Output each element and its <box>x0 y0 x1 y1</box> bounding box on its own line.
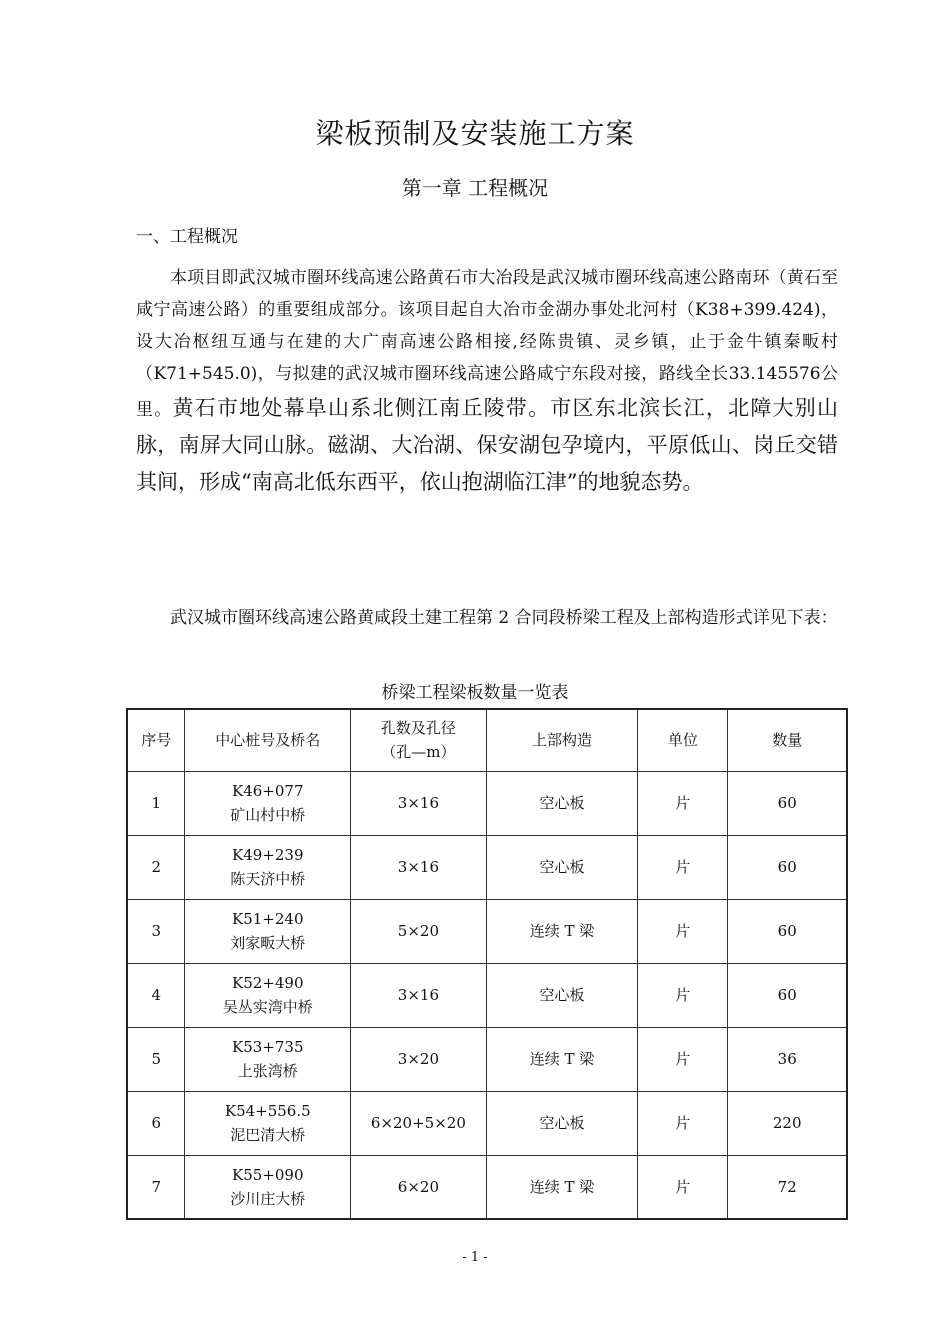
cell-no: 4 <box>127 963 185 1027</box>
cell-bridge: 吴丛实湾中桥 <box>222 998 313 1016</box>
header-name: 中心桩号及桥名 <box>185 709 351 771</box>
cell-unit: 片 <box>638 835 728 899</box>
overview-text: 本项目即武汉城市圈环线高速公路黄石市大冶段是武汉城市圈环线高速公路南环（黄石至咸宁高速公路）的重要组成部分。该项目起自大冶市金湖办事处北河村（K38+399.424)，设大冶枢纽互通与在建的大广南高速公路相接,经陈贵镇、灵乡镇，止于金牛镇秦畈村（K71+545.0)，与拟建的武汉城市圈环线高速公路咸宁东段对接，路线全长33.145576公里。 <box>136 268 838 420</box>
cell-structure: 连续 T 梁 <box>486 1155 638 1219</box>
cell-quantity: 60 <box>728 899 847 963</box>
cell-unit: 片 <box>638 1027 728 1091</box>
table-row <box>127 963 847 1027</box>
cell-no: 7 <box>127 1155 185 1219</box>
overview-paragraph <box>136 262 838 501</box>
cell-unit: 片 <box>638 771 728 835</box>
cell-quantity: 60 <box>728 835 847 899</box>
header-structure: 上部构造 <box>486 709 638 771</box>
cell-unit: 片 <box>638 899 728 963</box>
cell-span: 6×20 <box>351 1155 487 1219</box>
header-span <box>351 709 487 771</box>
table-row <box>127 1027 847 1091</box>
terrain-text: 黄石市地处幕阜山系北侧江南丘陵带。市区东北滨长江，北障大别山脉，南屏大同山脉。磁湖、大冶湖、保安湖包孕境内，平原低山、岗丘交错其间，形成“南高北低东西平，依山抱湖临江津”的地貌态势。 <box>136 396 838 494</box>
header-span-line2: （孔—m） <box>381 743 456 762</box>
cell-name <box>185 1027 351 1091</box>
cell-name <box>185 899 351 963</box>
cell-span: 3×16 <box>351 963 487 1027</box>
cell-no: 6 <box>127 1091 185 1155</box>
cell-station: K53+735 <box>232 1038 304 1056</box>
table-row <box>127 1091 847 1155</box>
header-no: 序号 <box>127 709 185 771</box>
cell-unit: 片 <box>638 1155 728 1219</box>
cell-structure: 空心板 <box>486 771 638 835</box>
cell-span: 5×20 <box>351 899 487 963</box>
table-header-row <box>127 709 847 771</box>
cell-name <box>185 835 351 899</box>
cell-structure: 连续 T 梁 <box>486 899 638 963</box>
cell-name <box>185 1155 351 1219</box>
cell-span: 3×20 <box>351 1027 487 1091</box>
cell-no: 2 <box>127 835 185 899</box>
cell-station: K55+090 <box>232 1165 304 1184</box>
cell-name <box>185 963 351 1027</box>
cell-name <box>185 1091 351 1155</box>
table-row <box>127 835 847 899</box>
cell-structure: 连续 T 梁 <box>486 1027 638 1091</box>
document-title: 梁板预制及安装施工方案 <box>315 117 635 150</box>
cell-span: 6×20+5×20 <box>351 1091 487 1155</box>
header-unit: 单位 <box>638 709 728 771</box>
beam-quantity-table <box>126 708 848 1220</box>
cell-quantity: 60 <box>728 963 847 1027</box>
chapter-heading: 第一章 工程概况 <box>401 176 549 200</box>
cell-structure: 空心板 <box>486 1091 638 1155</box>
cell-station: K46+077 <box>232 782 304 800</box>
cell-span: 3×16 <box>351 835 487 899</box>
cell-quantity: 60 <box>728 771 847 835</box>
table-row <box>127 899 847 963</box>
cell-bridge: 陈天济中桥 <box>230 870 306 888</box>
cell-quantity: 220 <box>728 1091 847 1155</box>
cell-bridge: 沙川庄大桥 <box>230 1189 306 1208</box>
cell-station: K49+239 <box>232 846 304 864</box>
cell-unit: 片 <box>638 1091 728 1155</box>
cell-bridge: 刘家畈大桥 <box>230 934 306 952</box>
cell-quantity: 36 <box>728 1027 847 1091</box>
table-caption: 桥梁工程梁板数量一览表 <box>381 683 569 703</box>
header-quantity: 数量 <box>728 709 847 771</box>
cell-station: K54+556.5 <box>224 1102 311 1120</box>
header-span-line1: 孔数及孔径 <box>380 719 456 738</box>
cell-quantity: 72 <box>728 1155 847 1219</box>
cell-no: 1 <box>127 771 185 835</box>
cell-span: 3×16 <box>351 771 487 835</box>
table-row <box>127 771 847 835</box>
cell-no: 3 <box>127 899 185 963</box>
table-row <box>127 1155 847 1219</box>
cell-structure: 空心板 <box>486 963 638 1027</box>
cell-no: 5 <box>127 1027 185 1091</box>
cell-bridge: 泥巴清大桥 <box>230 1126 306 1144</box>
table-intro-paragraph: 武汉城市圈环线高速公路黄咸段土建工程第 2 合同段桥梁工程及上部构造形式详见下表： <box>170 608 838 628</box>
cell-station: K52+490 <box>232 974 304 992</box>
page-number: - 1 - <box>462 1250 488 1265</box>
cell-station: K51+240 <box>232 910 304 928</box>
cell-bridge: 上张湾桥 <box>237 1062 298 1080</box>
cell-unit: 片 <box>638 963 728 1027</box>
cell-structure: 空心板 <box>486 835 638 899</box>
table-body <box>127 771 847 1219</box>
cell-bridge: 矿山村中桥 <box>230 806 306 824</box>
cell-name <box>185 771 351 835</box>
section-heading: 一、工程概况 <box>136 227 238 247</box>
